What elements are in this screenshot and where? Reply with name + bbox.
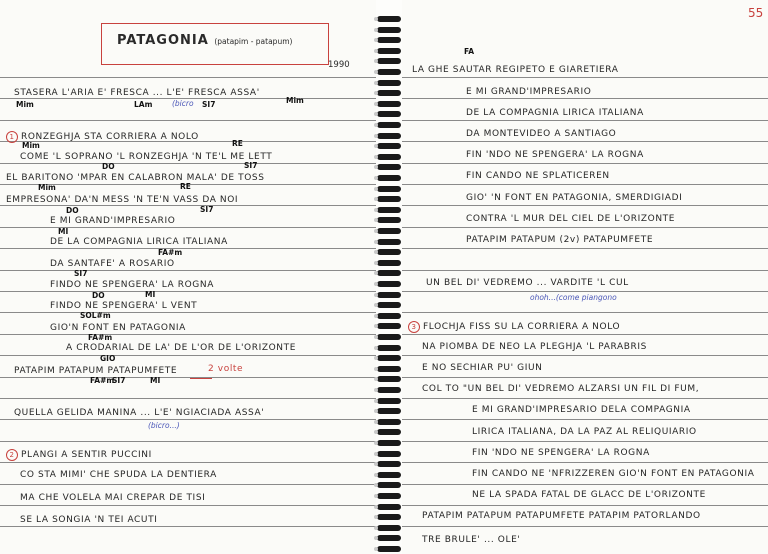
chord-label — [112, 376, 125, 385]
chord-label-text: SI7 — [112, 376, 126, 385]
chord-label — [80, 311, 111, 320]
binding-hole — [374, 547, 378, 551]
chord-label — [180, 182, 191, 191]
ruled-line — [0, 248, 376, 249]
spiral-coil — [377, 196, 401, 202]
chord-label-text: DO — [92, 291, 105, 300]
ruled-line — [0, 505, 376, 506]
lyric-line-text: SE LA SONGIA 'N TEI ACUTI — [20, 515, 158, 525]
lyric-line — [50, 301, 197, 311]
spiral-coil — [377, 69, 401, 75]
lyric-line — [466, 150, 644, 160]
lyric-line — [426, 278, 629, 288]
lyric-line — [472, 405, 691, 415]
left-page — [0, 0, 376, 554]
spiral-coil — [377, 154, 401, 160]
chord-label — [66, 206, 79, 215]
chord-label-text: MI — [58, 227, 69, 236]
binding-hole — [374, 367, 378, 371]
lyric-line-text: FIN 'NDO NE SPENGERA' LA ROGNA — [472, 448, 650, 458]
chord-label — [88, 333, 112, 342]
chord-label-text: Mim — [286, 96, 304, 105]
chord-label — [150, 376, 160, 385]
spiral-coil — [377, 207, 401, 213]
spiral-coil — [377, 80, 401, 86]
annotation-note: GIO — [100, 354, 116, 363]
lyric-line — [466, 87, 591, 97]
binding-hole — [374, 134, 378, 138]
spiral-coil — [377, 451, 401, 457]
chord-label-text: Mim — [22, 141, 40, 150]
chord-label — [286, 96, 304, 105]
spiral-coil — [377, 175, 401, 181]
lyric-line — [466, 129, 616, 139]
chord-label — [16, 100, 34, 109]
ruled-line — [0, 312, 376, 313]
ruled-line — [0, 377, 376, 378]
ruled-line — [0, 77, 376, 78]
lyric-line — [6, 195, 238, 205]
spiral-coil — [377, 482, 401, 488]
lyric-line-text: FINDO NE SPENGERA' LA ROGNA — [50, 280, 214, 290]
binding-hole — [374, 81, 378, 85]
verse-number: 2 — [6, 449, 18, 461]
spiral-coil — [377, 387, 401, 393]
spiral-coil — [377, 504, 401, 510]
chord-label — [134, 100, 152, 109]
spiral-coil — [377, 122, 401, 128]
binding-hole — [374, 420, 378, 424]
binding-hole — [374, 399, 378, 403]
binding-hole — [374, 155, 378, 159]
lyric-line — [50, 323, 186, 333]
ruled-line — [402, 291, 768, 292]
ruled-line — [0, 227, 376, 228]
binding-hole — [374, 526, 378, 530]
ruled-line — [402, 141, 768, 142]
chord-label — [90, 376, 114, 385]
chord-label-text: DO — [66, 206, 79, 215]
lyric-line-text: A CRODARIAL DE LA' DE L'OR DE L'ORIZONTE — [66, 343, 296, 353]
ruled-line — [0, 398, 376, 399]
chord-label — [58, 227, 68, 236]
spiral-coil — [377, 472, 401, 478]
lyric-line-text: CO STA MIMI' CHE SPUDA LA DENTIERA — [20, 470, 217, 480]
ruled-line — [0, 484, 376, 485]
ruled-line — [0, 270, 376, 271]
lyric-line — [408, 321, 620, 333]
red-underline — [190, 378, 212, 379]
binding-hole — [374, 261, 378, 265]
lyric-line — [20, 493, 205, 503]
spiral-coil — [377, 37, 401, 43]
spiral-coil — [377, 323, 401, 329]
ruled-line — [0, 355, 376, 356]
lyric-line-text: E MI GRAND'IMPRESARIO DELA COMPAGNIA — [472, 405, 691, 415]
lyric-line — [422, 511, 701, 521]
binding-hole — [374, 293, 378, 297]
lyric-line — [422, 363, 543, 373]
chord-label — [74, 269, 87, 278]
lyric-line — [472, 448, 650, 458]
spiral-coil — [377, 143, 401, 149]
ruled-line — [0, 205, 376, 206]
spiral-coil — [377, 493, 401, 499]
ruled-line — [402, 184, 768, 185]
lyric-line — [466, 214, 675, 224]
lyric-line — [466, 108, 644, 118]
chord-label-text: Mim — [38, 183, 56, 192]
chord-label-text: MI — [145, 290, 156, 299]
spiral-coil — [377, 398, 401, 404]
lyric-line — [422, 535, 520, 545]
chord-label-text: FA — [464, 47, 475, 56]
lyric-line-text: DA MONTEVIDEO A SANTIAGO — [466, 129, 617, 139]
spiral-coil — [377, 514, 401, 520]
ruled-line — [0, 291, 376, 292]
lyric-line — [422, 384, 699, 394]
lyric-line — [50, 216, 175, 226]
lyric-line-text: EL BARITONO 'MPAR EN CALABRON MALA' DE TOSS — [6, 173, 265, 183]
ruled-line — [402, 377, 768, 378]
lyric-line — [20, 470, 217, 480]
lyric-line-text: E MI GRAND'IMPRESARIO — [466, 87, 592, 97]
ruled-line — [402, 248, 768, 249]
binding-hole — [374, 335, 378, 339]
lyric-line-text: E MI GRAND'IMPRESARIO — [50, 216, 176, 226]
spiral-coil — [377, 376, 401, 382]
lyric-line-text: LIRICA ITALIANA, DA LA PAZ AL RELIQUIARIO — [472, 427, 697, 437]
chord-label-text: RE — [232, 139, 243, 148]
chord-label-text: RE — [180, 182, 191, 191]
binding-hole — [374, 102, 378, 106]
lyric-line — [472, 490, 706, 500]
ruled-line — [402, 205, 768, 206]
ruled-line — [402, 77, 768, 78]
chord-label-text: FA#m — [90, 376, 115, 385]
lyric-line — [472, 427, 697, 437]
spiral-coil — [377, 260, 401, 266]
chord-label — [244, 161, 257, 170]
chord-label-text: FA#m — [158, 248, 183, 257]
title-sub: (patapim - patapum) — [214, 37, 293, 46]
ruled-line — [402, 484, 768, 485]
spiral-coil — [377, 302, 401, 308]
ruled-line — [0, 419, 376, 420]
lyric-line-text: TRE BRULE' ... OLE' — [422, 535, 521, 545]
lyric-line — [20, 152, 272, 162]
ruled-line — [0, 120, 376, 121]
ruled-line — [402, 163, 768, 164]
chord-label — [22, 141, 40, 150]
binding-hole — [374, 176, 378, 180]
chord-label-text: LAm — [134, 100, 153, 109]
lyric-line-text: EMPRESONA' DA'N MESS 'N TE'N VASS DA NOI — [6, 195, 239, 205]
ruled-line — [402, 334, 768, 335]
lyric-line — [14, 408, 264, 418]
right-page — [402, 0, 768, 554]
lyric-line-text: FINDO NE SPENGERA' L VENT — [50, 301, 198, 311]
lyric-line — [466, 235, 653, 245]
binding-hole — [374, 229, 378, 233]
lyric-line-text: LA GHE SAUTAR REGIPETO E GIARETIERA — [412, 65, 619, 75]
binding-hole — [374, 505, 378, 509]
ruled-line — [0, 163, 376, 164]
lyric-line-text: PLANGI A SENTIR PUCCINI — [21, 450, 152, 460]
spiral-coil — [377, 461, 401, 467]
spiral-coil — [377, 525, 401, 531]
lyric-line-text: MA CHE VOLELA MAI CREPAR DE TISI — [20, 493, 206, 503]
lyric-line — [50, 280, 214, 290]
spiral-coil — [377, 101, 401, 107]
lyric-line-text: COL TO "UN BEL DI' VEDREMO ALZARSI UN FIL DI FUM, — [422, 384, 700, 394]
binding-hole — [374, 208, 378, 212]
chord-label-text: DO — [102, 162, 115, 171]
binding-hole — [374, 346, 378, 350]
chord-label — [102, 162, 115, 171]
spiral-coil — [377, 355, 401, 361]
lyric-line — [14, 366, 177, 376]
lyric-line-text: STASERA L'ARIA E' FRESCA ... L'E' FRESCA ASSA' — [14, 88, 260, 98]
spiral-coil — [377, 228, 401, 234]
lyric-line-text: COME 'L SOPRANO 'L RONZEGHJA 'N TE'L ME LETT — [20, 152, 273, 162]
spiral-coil — [377, 16, 401, 22]
lyric-line — [14, 88, 260, 98]
spiral-coil — [377, 58, 401, 64]
annotation-note: 2 volte — [208, 364, 244, 374]
spiral-coil — [377, 440, 401, 446]
binding-hole — [374, 452, 378, 456]
lyric-line — [50, 259, 175, 269]
spiral-coil — [377, 535, 401, 541]
spiral-coil — [377, 90, 401, 96]
lyric-line — [6, 173, 265, 183]
spiral-coil — [377, 334, 401, 340]
spiral-coil — [377, 111, 401, 117]
ruled-line — [402, 98, 768, 99]
spiral-coil — [377, 281, 401, 287]
chord-label-text: SI7 — [74, 269, 88, 278]
spiral-coil — [377, 429, 401, 435]
spiral-coil — [377, 292, 401, 298]
binding-hole — [374, 17, 378, 21]
lyric-line-text: DE LA COMPAGNIA LIRICA ITALIANA — [466, 108, 644, 118]
binding-hole — [374, 282, 378, 286]
ruled-line — [402, 355, 768, 356]
annotation-note: ohoh...(come piangono — [530, 293, 617, 302]
chord-label-text: SI7 — [202, 100, 216, 109]
lyric-line-text: UN BEL DI' VEDREMO ... VARDITE 'L CUL — [426, 278, 629, 288]
binding-hole — [374, 473, 378, 477]
binding-hole — [374, 187, 378, 191]
lyric-line — [66, 343, 296, 353]
lyric-line-text: GIO'N FONT EN PATAGONIA — [50, 323, 186, 333]
song-title — [117, 33, 292, 48]
lyric-line-text: QUELLA GELIDA MANINA ... L'E' NGIACIADA ASSA' — [14, 408, 265, 418]
ruled-line — [0, 441, 376, 442]
lyric-line — [6, 449, 152, 461]
binding-hole — [374, 123, 378, 127]
lyric-line-text: PATAPIM PATAPUM PATAPUMFETE — [14, 366, 178, 376]
annotation-note: (bicro...) — [148, 421, 180, 430]
spiral-coil — [377, 164, 401, 170]
lyric-line — [412, 65, 619, 75]
chord-label — [200, 205, 213, 214]
ruled-line — [402, 227, 768, 228]
lyric-line-text: PATAPIM PATAPUM (2v) PATAPUMFETE — [466, 235, 654, 245]
chord-label — [232, 139, 243, 148]
binding-hole — [374, 28, 378, 32]
spiral-coil — [377, 217, 401, 223]
binding-hole — [374, 49, 378, 53]
page-number: 55 — [748, 6, 764, 20]
lyric-line — [422, 342, 647, 352]
ruled-line — [402, 398, 768, 399]
ruled-line — [402, 505, 768, 506]
chord-label-text: FA#m — [88, 333, 113, 342]
lyric-line-text: DA SANTAFE' A ROSARIO — [50, 259, 175, 269]
spiral-binding — [376, 0, 402, 554]
binding-hole — [374, 240, 378, 244]
lyric-line-text: GIO' 'N FONT EN PATAGONIA, SMERDIGIADI — [466, 193, 683, 203]
ruled-line — [402, 419, 768, 420]
spiral-coil — [377, 186, 401, 192]
chord-label — [38, 183, 56, 192]
chord-label-text: MI — [150, 376, 161, 385]
chord-label — [158, 248, 182, 257]
ruled-line — [402, 462, 768, 463]
lyric-line-text: FLOCHJA FISS SU LA CORRIERA A NOLO — [423, 322, 621, 332]
chord-label — [92, 291, 105, 300]
ruled-line — [402, 270, 768, 271]
spiral-coil — [377, 270, 401, 276]
spiral-coil — [377, 408, 401, 414]
spiral-coil — [377, 48, 401, 54]
title-main: PATAGONIA — [117, 33, 209, 48]
chord-label-text: SOL#m — [80, 311, 111, 320]
lyric-line — [466, 171, 610, 181]
annotation-note: (bicro — [172, 99, 194, 108]
ruled-line — [0, 462, 376, 463]
ruled-line — [402, 120, 768, 121]
spiral-coil — [377, 133, 401, 139]
ruled-line — [0, 334, 376, 335]
chord-label-text: Mim — [16, 100, 34, 109]
lyric-line-text: PATAPIM PATAPUM PATAPUMFETE PATAPIM PATORLANDO — [422, 511, 701, 521]
spiral-coil — [377, 249, 401, 255]
chord-label-text: SI7 — [200, 205, 214, 214]
lyric-line-text: E NO SECHIAR PU' GIUN — [422, 363, 543, 373]
chord-label — [145, 290, 155, 299]
lyric-line-text: RONZEGHJA STA CORRIERA A NOLO — [21, 132, 199, 142]
spiral-coil — [377, 313, 401, 319]
lyric-line-text: CONTRA 'L MUR DEL CIEL DE L'ORIZONTE — [466, 214, 676, 224]
chord-label — [464, 47, 474, 56]
binding-hole — [374, 70, 378, 74]
verse-number: 3 — [408, 321, 420, 333]
binding-hole — [374, 314, 378, 318]
binding-hole — [374, 441, 378, 445]
lyric-line-text: NA PIOMBA DE NEO LA PLEGHJA 'L PARABRIS — [422, 342, 647, 352]
lyric-line — [50, 237, 228, 247]
lyric-line — [466, 193, 682, 203]
ruled-line — [0, 526, 376, 527]
chord-label — [202, 100, 215, 109]
ruled-line — [402, 312, 768, 313]
chord-label-text: SI7 — [244, 161, 258, 170]
lyric-line-text: FIN CANDO NE SPLATICEREN — [466, 171, 610, 181]
lyric-line — [20, 515, 157, 525]
spiral-coil — [377, 345, 401, 351]
binding-hole — [374, 494, 378, 498]
spiral-coil — [377, 27, 401, 33]
binding-hole — [374, 388, 378, 392]
spiral-coil — [377, 546, 401, 552]
spiral-coil — [377, 239, 401, 245]
lyric-line-text: FIN CANDO NE 'NFRIZZEREN GIO'N FONT EN PATAGONIA — [472, 469, 755, 479]
lyric-line-text: DE LA COMPAGNIA LIRICA ITALIANA — [50, 237, 228, 247]
verse-number: 1 — [6, 131, 18, 143]
spiral-coil — [377, 419, 401, 425]
lyric-line-text: FIN 'NDO NE SPENGERA' LA ROGNA — [466, 150, 644, 160]
spiral-coil — [377, 366, 401, 372]
ruled-line — [402, 526, 768, 527]
ruled-line — [402, 441, 768, 442]
lyric-line-text: NE LA SPADA FATAL DE GLACC DE L'ORIZONTE — [472, 490, 706, 500]
year-label: 1990 — [328, 60, 350, 70]
lyric-line — [472, 469, 755, 479]
